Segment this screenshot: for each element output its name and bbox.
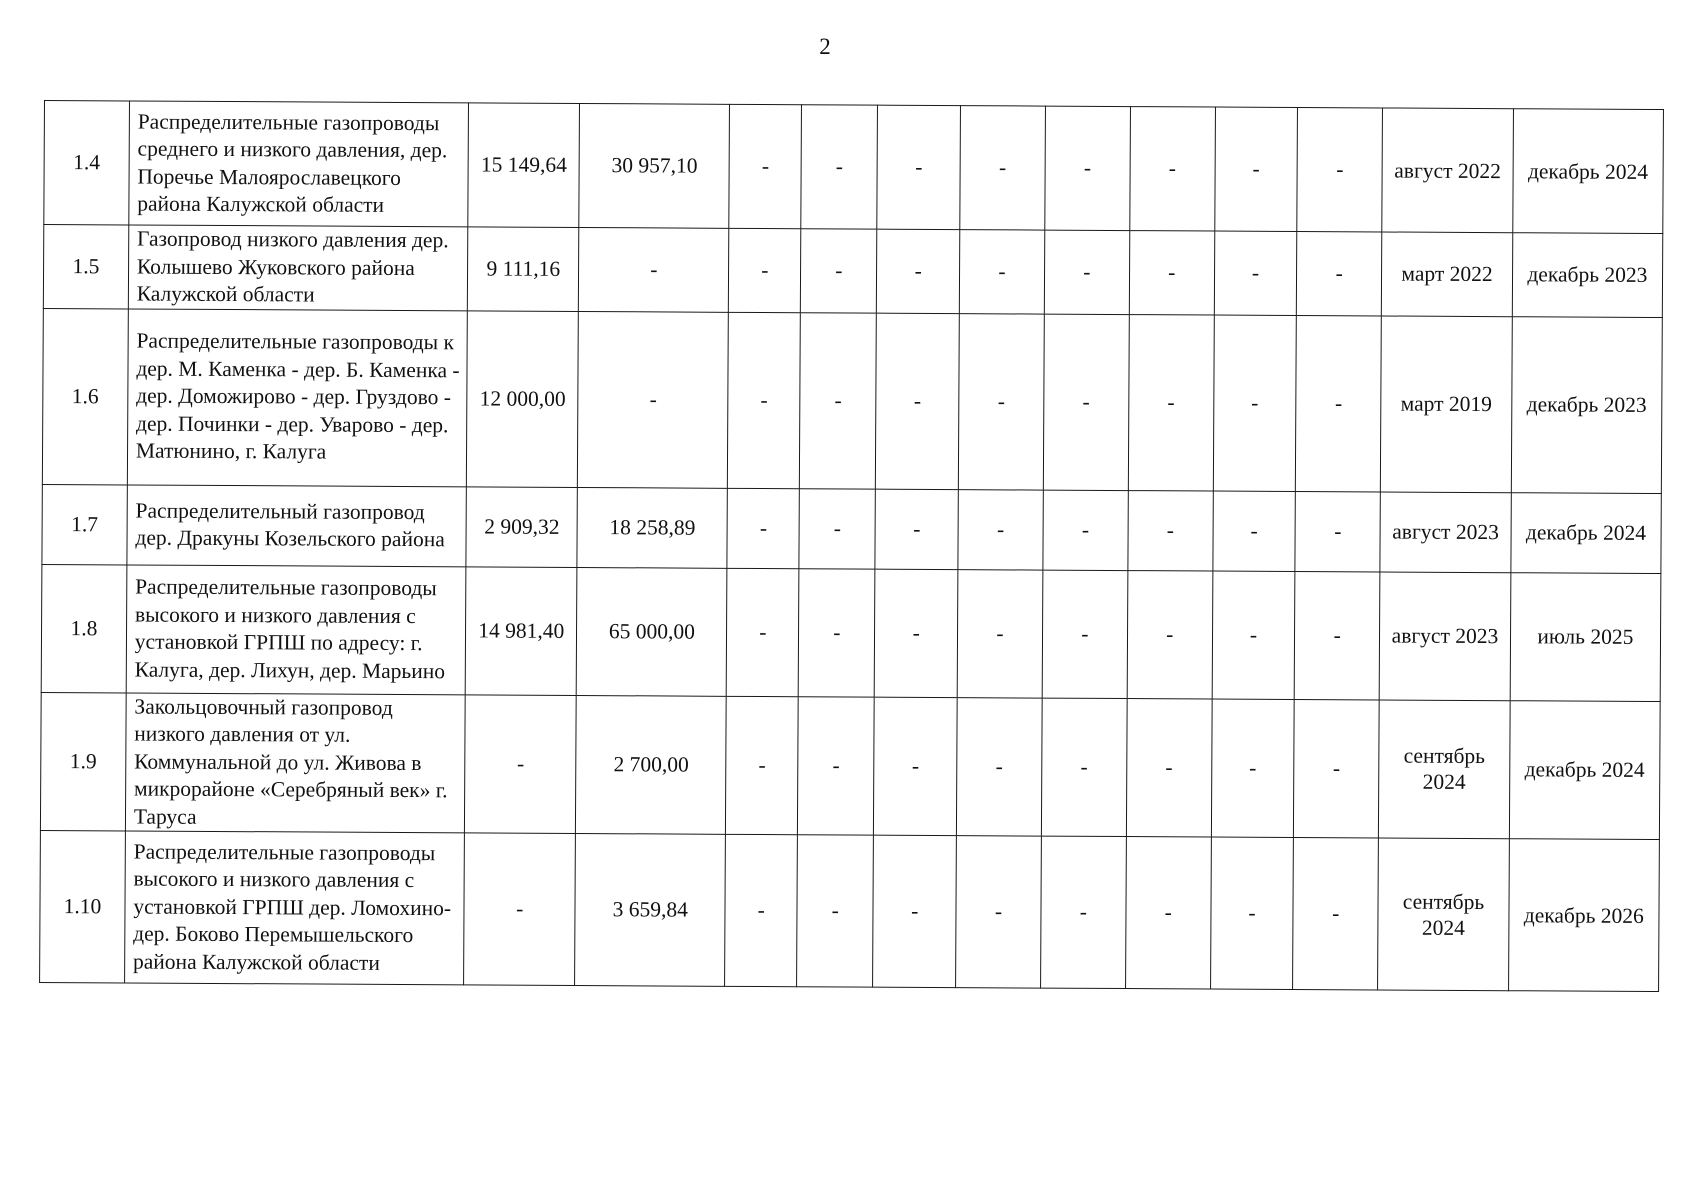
- dash-cell: -: [875, 489, 958, 569]
- end-date: декабрь 2026: [1508, 839, 1659, 992]
- table-row: [40, 830, 1660, 991]
- page-number: 2: [819, 34, 831, 59]
- table-row: [40, 692, 1660, 840]
- dash-cell: -: [1042, 570, 1128, 698]
- dash-cell: -: [957, 569, 1043, 697]
- dash-cell: -: [1295, 571, 1381, 699]
- dash-cell: -: [1045, 106, 1131, 230]
- dash-cell: -: [1213, 315, 1297, 491]
- dash-cell: -: [1295, 491, 1380, 571]
- dash-cell: -: [956, 697, 1042, 836]
- dash-cell: -: [800, 312, 877, 488]
- object-name: Закольцовочный газопровод низкого давления от ул. Коммунальной до ул. Живова в микрорайоне «Серебряный век» г. Таруса: [125, 692, 465, 832]
- dash-cell: -: [1043, 314, 1129, 490]
- start-date: август 2023: [1380, 491, 1511, 572]
- dash-cell: -: [875, 569, 958, 697]
- value-cell: 15 149,64: [468, 103, 580, 228]
- value-cell: 2 700,00: [576, 695, 727, 834]
- dash-cell: -: [1043, 490, 1128, 570]
- dash-cell: -: [1127, 570, 1213, 698]
- dash-cell: -: [801, 105, 878, 229]
- dash-cell: -: [727, 488, 799, 568]
- dash-cell: -: [799, 488, 876, 568]
- object-name: Распределительный газопровод дер. Дракуны Козельского района: [127, 484, 467, 566]
- dash-cell: -: [960, 106, 1046, 230]
- dash-cell: -: [728, 312, 801, 488]
- dash-cell: -: [1211, 699, 1294, 838]
- value-cell: -: [579, 227, 730, 311]
- dash-cell: -: [801, 229, 878, 313]
- value-cell: 2 909,32: [466, 486, 577, 567]
- table-row: [41, 564, 1661, 701]
- end-date: июль 2025: [1510, 572, 1661, 701]
- dash-cell: -: [877, 105, 960, 229]
- object-name: Распределительные газопроводы высокого и низкого давления с установкой ГРПШ дер. Ломохино- дер. Боково Перемышельского района Калужской области: [124, 831, 464, 985]
- dash-cell: -: [797, 835, 874, 987]
- dash-cell: -: [1126, 698, 1212, 837]
- row-number: 1.9: [40, 692, 126, 831]
- object-name: Газопровод низкого давления дер. Колышево Жуковского района Калужской области: [128, 225, 468, 310]
- dash-cell: -: [1041, 698, 1127, 837]
- dash-cell: -: [1125, 837, 1211, 989]
- dash-cell: -: [1297, 232, 1382, 316]
- dash-cell: -: [725, 834, 798, 986]
- object-name: Распределительные газопроводы среднего и низкого давления, дер. Поречье Малоярославецкого района Калужской области: [129, 101, 469, 227]
- dash-cell: -: [1214, 231, 1297, 315]
- dash-cell: -: [1296, 315, 1382, 491]
- dash-cell: -: [798, 568, 875, 696]
- row-number: 1.6: [42, 308, 128, 484]
- object-name: Распределительные газопроводы к дер. М. Каменка - дер. Б. Каменка - дер. Доможирово - дер. Груздово - дер. Починки - дер. Уварово - дер. Матюнино, г. Калуга: [127, 308, 467, 486]
- dash-cell: -: [873, 835, 957, 987]
- value-cell: 12 000,00: [467, 310, 579, 487]
- table-row: [44, 101, 1664, 234]
- dash-cell: -: [727, 568, 800, 696]
- start-date: август 2022: [1382, 108, 1513, 233]
- projects-table: [39, 100, 1664, 992]
- value-cell: -: [465, 694, 577, 833]
- value-cell: 14 981,40: [465, 566, 577, 695]
- dash-cell: -: [1210, 837, 1294, 989]
- end-date: декабрь 2023: [1512, 233, 1663, 317]
- dash-cell: -: [798, 696, 875, 835]
- value-cell: 30 957,10: [579, 103, 730, 228]
- end-date: декабрь 2024: [1513, 109, 1664, 234]
- row-number: 1.10: [40, 830, 126, 982]
- dash-cell: -: [729, 228, 801, 312]
- dash-cell: -: [876, 313, 960, 489]
- dash-cell: -: [1297, 108, 1383, 232]
- row-number: 1.8: [41, 564, 127, 692]
- dash-cell: -: [1213, 491, 1296, 571]
- start-date: март 2022: [1382, 232, 1513, 316]
- dash-cell: -: [1044, 230, 1129, 314]
- dash-cell: -: [1128, 490, 1213, 570]
- dash-cell: -: [877, 229, 960, 313]
- row-number: 1.7: [42, 484, 127, 564]
- dash-cell: -: [1293, 837, 1379, 989]
- value-cell: 18 258,89: [577, 487, 728, 568]
- dash-cell: -: [1129, 231, 1214, 315]
- table-row: [42, 308, 1662, 493]
- end-date: декабрь 2024: [1511, 492, 1662, 573]
- dash-cell: -: [1040, 836, 1126, 988]
- dash-cell: -: [874, 697, 957, 836]
- dash-cell: -: [958, 489, 1043, 569]
- start-date: сентябрь 2024: [1379, 699, 1510, 838]
- row-number: 1.4: [44, 101, 130, 225]
- object-name: Распределительные газопроводы высокого и низкого давления с установкой ГРПШ по адресу: г. Калуга, дер. Лихун, дер. Марьино: [126, 564, 466, 694]
- dash-cell: -: [1294, 699, 1380, 838]
- start-date: март 2019: [1381, 315, 1513, 492]
- table-row: [42, 484, 1661, 573]
- start-date: сентябрь 2024: [1378, 838, 1509, 991]
- dash-cell: -: [1130, 107, 1216, 231]
- table-row: [43, 225, 1662, 318]
- dash-cell: -: [959, 230, 1044, 314]
- value-cell: 9 111,16: [468, 227, 579, 311]
- value-cell: 3 659,84: [575, 833, 726, 986]
- dash-cell: -: [1214, 107, 1297, 231]
- dash-cell: -: [958, 313, 1044, 489]
- dash-cell: -: [726, 696, 799, 835]
- end-date: декабрь 2024: [1509, 700, 1660, 839]
- start-date: август 2023: [1379, 571, 1510, 700]
- row-number: 1.5: [43, 225, 128, 309]
- end-date: декабрь 2023: [1511, 316, 1662, 493]
- value-cell: -: [464, 833, 576, 986]
- value-cell: -: [578, 311, 729, 488]
- value-cell: 65 000,00: [576, 567, 727, 696]
- dash-cell: -: [956, 836, 1042, 988]
- dash-cell: -: [1128, 314, 1214, 490]
- dash-cell: -: [729, 104, 801, 228]
- dash-cell: -: [1212, 571, 1295, 699]
